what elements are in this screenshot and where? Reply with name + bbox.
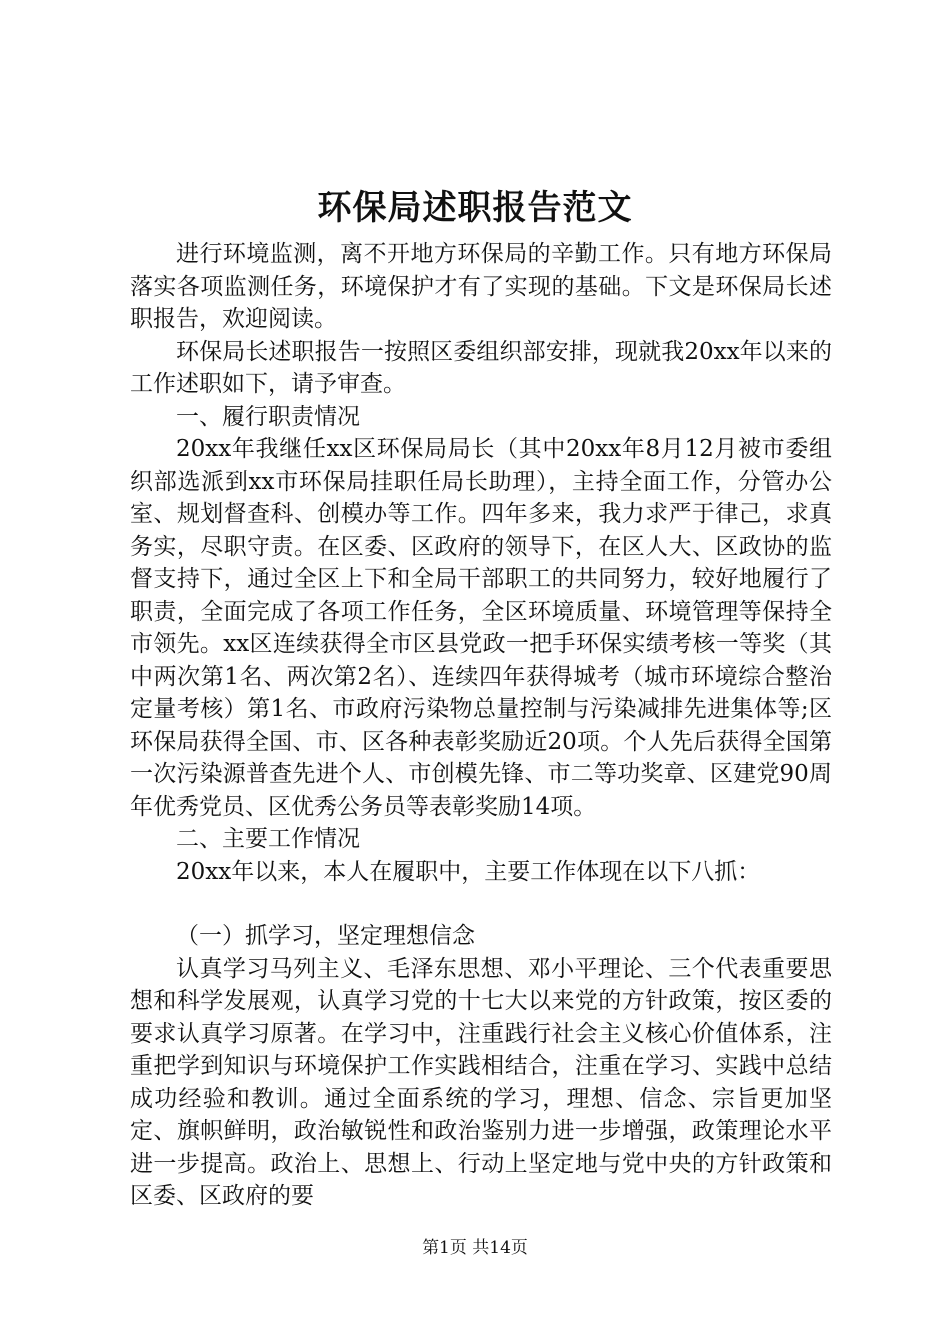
opening-paragraph: 环保局长述职报告一按照区委组织部安排，现就我20xx年以来的工作述职如下，请予审查。: [130, 338, 832, 397]
document-body: [130, 238, 832, 1213]
intro-paragraph: 进行环境监测，离不开地方环保局的辛勤工作。只有地方环保局落实各项监测任务，环境保护才有了实现的基础。下文是环保局长述职报告，欢迎阅读。: [130, 241, 832, 332]
section-heading-duties: 一、履行职责情况: [176, 403, 360, 430]
document-title: 环保局述职报告范文: [317, 188, 633, 228]
subsection-heading-study: （一）抓学习，坚定理想信念: [176, 923, 475, 949]
main-work-paragraph: 20xx年以来，本人在履职中，主要工作体现在以下八抓：: [176, 858, 761, 885]
section-heading-main-work: 二、主要工作情况: [176, 826, 360, 852]
page-footer: 第1页 共14页: [422, 1238, 528, 1258]
duties-paragraph: 20xx年我继任xx区环保局局长（其中20xx年8月12月被市委组织部选派到xx市环保局挂职任局长助理），主持全面工作，分管办公室、规划督查科、创模办等工作。四年多来，我力求严于律己，求真务实，尽职守责。在区委、区政府的领导下，在区人大、区政协的监督支持下，通过全区上下和全局干部职工的共同努力，较好地履行了职责，全面完成了各项工作任务，全区环境质量、环境管理等保持全市领先。xx区连续获得全市区县党政一把手环保实绩考核一等奖（其中两次第1名、两次第2名）、连续四年获得城考（城市环境综合整治定量考核）第1名、市政府污染物总量控制与污染减排先进集体等;区环保局获得全国、市、区各种表彰奖励近20项。个人先后获得全国第一次污染源普查先进个人、市创模先锋、市二等功奖章、区建党90周年优秀党员、区优秀公务员等表彰奖励14项。: [130, 436, 832, 820]
study-paragraph: 认真学习马列主义、毛泽东思想、邓小平理论、三个代表重要思想和科学发展观，认真学习党的十七大以来党的方针政策，按区委的要求认真学习原著。在学习中，注重践行社会主义核心价值体系，注重把学到知识与环境保护工作实践相结合，注重在学习、实践中总结成功经验和教训。通过全面系统的学习，理想、信念、宗旨更加坚定、旗帜鲜明，政治敏锐性和政治鉴别力进一步增强，政策理论水平进一步提高。政治上、思想上、行动上坚定地与党中央的方针政策和区委、区政府的要: [130, 955, 832, 1209]
